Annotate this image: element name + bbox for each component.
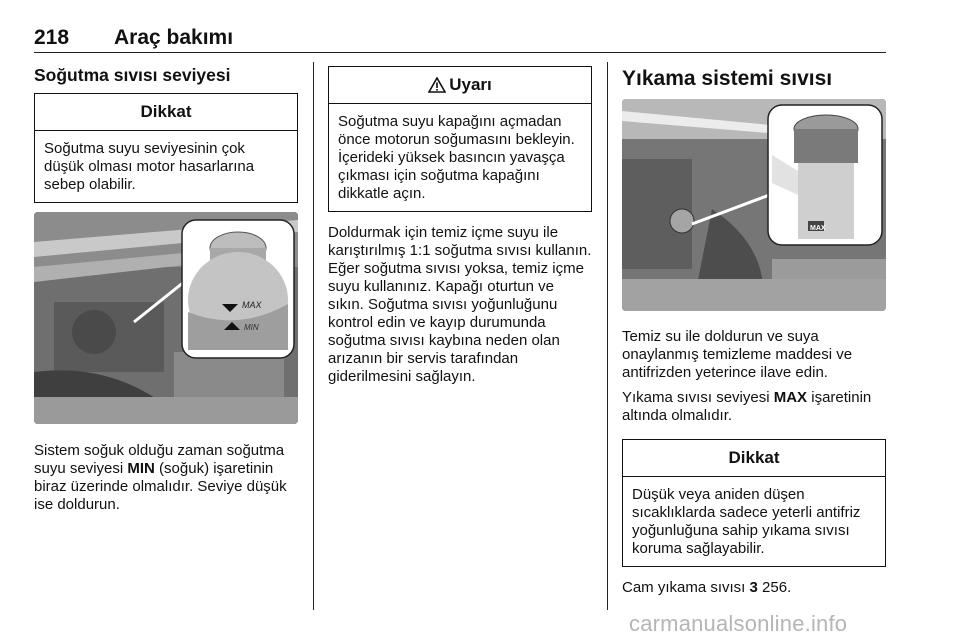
warning-body: Soğutma suyu kapağını açmadan önce motorun soğumasını bekleyin. İçerideki yüksek basıncın yavaşça çıkması için soğutma kapağını dikkatle açın.: [338, 113, 575, 202]
text-part: Sistem soğuk olduğu zaman soğutma suyu seviyesi: [34, 442, 285, 477]
reference-label: Cam yıkama sıvısı: [622, 579, 746, 596]
warning-heading-text: Uyarı: [449, 75, 492, 94]
min-label: MIN: [127, 460, 155, 477]
warning-section: [328, 66, 592, 386]
notice-box: [622, 439, 886, 567]
notice-box: [34, 93, 298, 203]
text-part: Yıkama sıvısı seviyesi: [622, 389, 774, 406]
page-number: 218: [34, 26, 70, 49]
warning-box: [328, 66, 592, 212]
filling-instructions: Doldurmak için temiz içme suyu ile karıştırılmış 1:1 soğutma sıvısı kullanın. Eğer soğutma sıvısı yoksa, temiz içme suyu kullanınız. Kapağı oturtun ve sıkın. Soğutma sıvısı yoğunluğunu kontrol edin ve kayıp durumunda soğutma sıvısı kaybına neden olan arızanın bir servis tarafından giderilmesini sağlayın.: [328, 224, 592, 385]
reference-page[interactable]: 256.: [762, 579, 792, 596]
section-title: Soğutma sıvısı seviyesi: [34, 65, 231, 85]
notice-body: Düşük veya aniden düşen sıcaklıklarda sadece yeterli antifriz yoğunluğuna sahip yıkama sıvısı koruma sağlayabilir.: [632, 486, 861, 557]
section-title: Yıkama sistemi sıvısı: [622, 67, 833, 90]
max-mark-label: MAX: [810, 225, 826, 232]
watermark: carmanualsonline.info: [629, 611, 848, 636]
warning-heading: [329, 67, 591, 104]
text-part: (soğuk) işaretinin biraz üzerinde olmalıdır. Seviye düşük ise doldurun.: [34, 460, 287, 513]
coolant-level-section: [34, 64, 298, 514]
chapter-title: Araç bakımı: [114, 26, 234, 49]
washer-reservoir-photo: [622, 99, 886, 311]
max-mark-label: MAX: [242, 300, 262, 310]
notice-heading: Dikkat: [623, 440, 885, 477]
washer-level-text: [622, 389, 886, 425]
coolant-reservoir-photo: [34, 212, 298, 424]
max-label: MAX: [773, 389, 808, 406]
warning-triangle-icon: [428, 77, 446, 93]
text-part: işaretinin altında olmalıdır.: [622, 389, 872, 424]
notice-body: Soğutma suyu seviyesinin çok düşük olması motor hasarlarına sebep olabilir.: [44, 140, 255, 193]
header-rule: [34, 52, 886, 53]
coolant-level-text: [34, 442, 298, 514]
washer-fill-text: Temiz su ile doldurun ve suya onaylanmış temizleme maddesi ve antifrizden yeterince ilave edin.: [622, 328, 853, 381]
notice-heading: Dikkat: [35, 94, 297, 131]
washer-fluid-section: [622, 64, 886, 597]
min-mark-label: MIN: [244, 323, 259, 332]
column-divider: [313, 62, 314, 610]
reference-arrow-icon: 3: [749, 579, 758, 596]
column-divider: [607, 62, 608, 610]
cross-reference[interactable]: [622, 579, 886, 597]
page-header: [34, 26, 886, 54]
